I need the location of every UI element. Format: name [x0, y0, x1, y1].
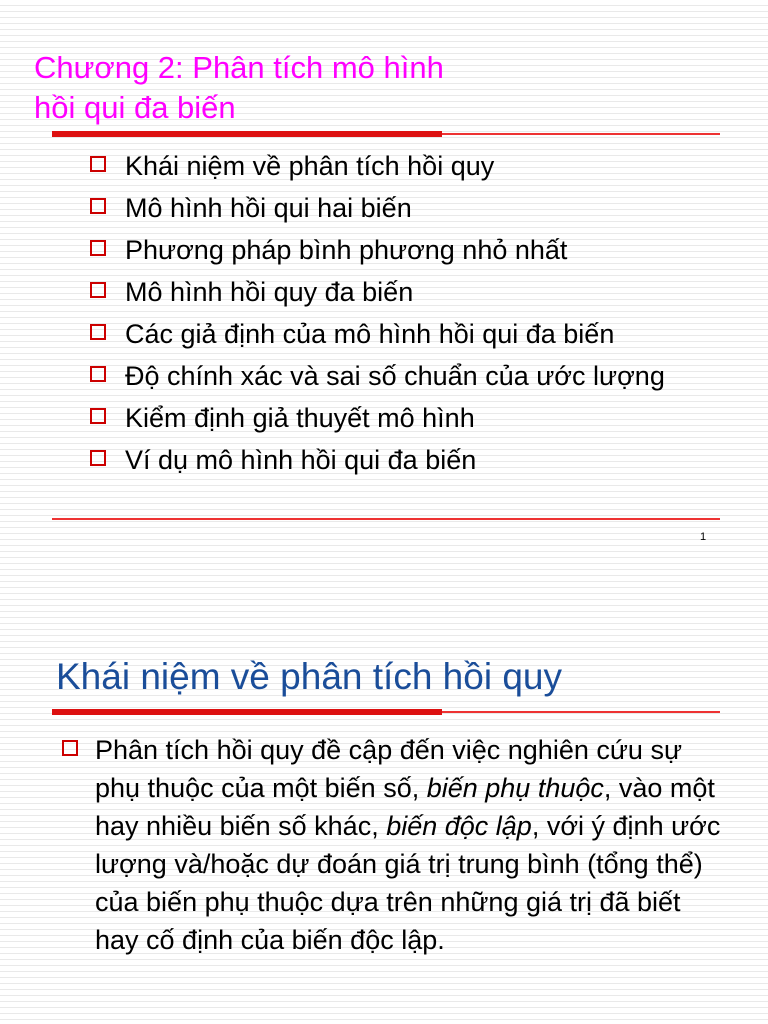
list-item-text: Mô hình hồi quy đa biến: [125, 277, 414, 307]
list-item-text: Kiểm định giả thuyết mô hình: [125, 403, 475, 433]
footer-divider: [52, 518, 720, 520]
term-independent-variable: biến độc lập: [386, 811, 532, 841]
slide-title-line-1: Chương 2: Phân tích mô hình: [34, 50, 444, 85]
list-item: [90, 444, 730, 477]
list-item: [90, 318, 730, 351]
square-bullet-icon: [90, 366, 106, 382]
title-divider-accent: [52, 709, 442, 715]
list-item: [62, 731, 722, 959]
slide-title-line-2: hồi qui đa biến: [34, 90, 236, 125]
square-bullet-icon: [90, 324, 106, 340]
list-item: [90, 402, 730, 435]
list-item-text: Độ chính xác và sai số chuẩn của ước lượng: [125, 361, 665, 391]
slide-title: [34, 48, 674, 128]
square-bullet-icon: [90, 450, 106, 466]
slide-title: Khái niệm về phân tích hồi quy: [56, 656, 562, 697]
title-divider: [52, 133, 720, 135]
paragraph-text: [95, 735, 720, 955]
list-item: [90, 360, 730, 393]
title-divider: [52, 711, 720, 713]
list-item: [90, 150, 730, 183]
list-item: [90, 276, 730, 309]
term-dependent-variable: biến phụ thuộc: [426, 773, 604, 803]
square-bullet-icon: [90, 408, 106, 424]
paragraph-part-2: , vào một hay nhiều biến số khác,: [95, 773, 715, 841]
list-item-text: Phương pháp bình phương nhỏ nhất: [125, 235, 568, 265]
square-bullet-icon: [90, 282, 106, 298]
list-item-text: Các giả định của mô hình hồi qui đa biến: [125, 319, 615, 349]
list-item: [90, 234, 730, 267]
paragraph-part-1: Phân tích hồi quy đề cập đến việc nghiên cứu sự phụ thuộc của một biến số,: [95, 735, 683, 803]
list-item: [90, 192, 730, 225]
paragraph-part-3: , với ý định ước lượng và/hoặc dự đoán giá trị trung bình (tổng thể) của biến phụ thuộc dựa trên những giá trị đã biết hay cố định của biến độc lập.: [95, 811, 721, 955]
list-item-text: Ví dụ mô hình hồi qui đa biến: [125, 445, 477, 475]
list-item-text: Mô hình hồi qui hai biến: [125, 193, 412, 223]
square-bullet-icon: [90, 240, 106, 256]
page-number: 1: [700, 531, 707, 543]
slide-2: [0, 608, 768, 1024]
list-item-text: Khái niệm về phân tích hồi quy: [125, 151, 495, 181]
content-list: [62, 731, 722, 959]
square-bullet-icon: [90, 198, 106, 214]
square-bullet-icon: [90, 156, 106, 172]
title-divider-accent: [52, 131, 442, 137]
square-bullet-icon: [62, 740, 78, 756]
topic-list: [90, 150, 730, 486]
